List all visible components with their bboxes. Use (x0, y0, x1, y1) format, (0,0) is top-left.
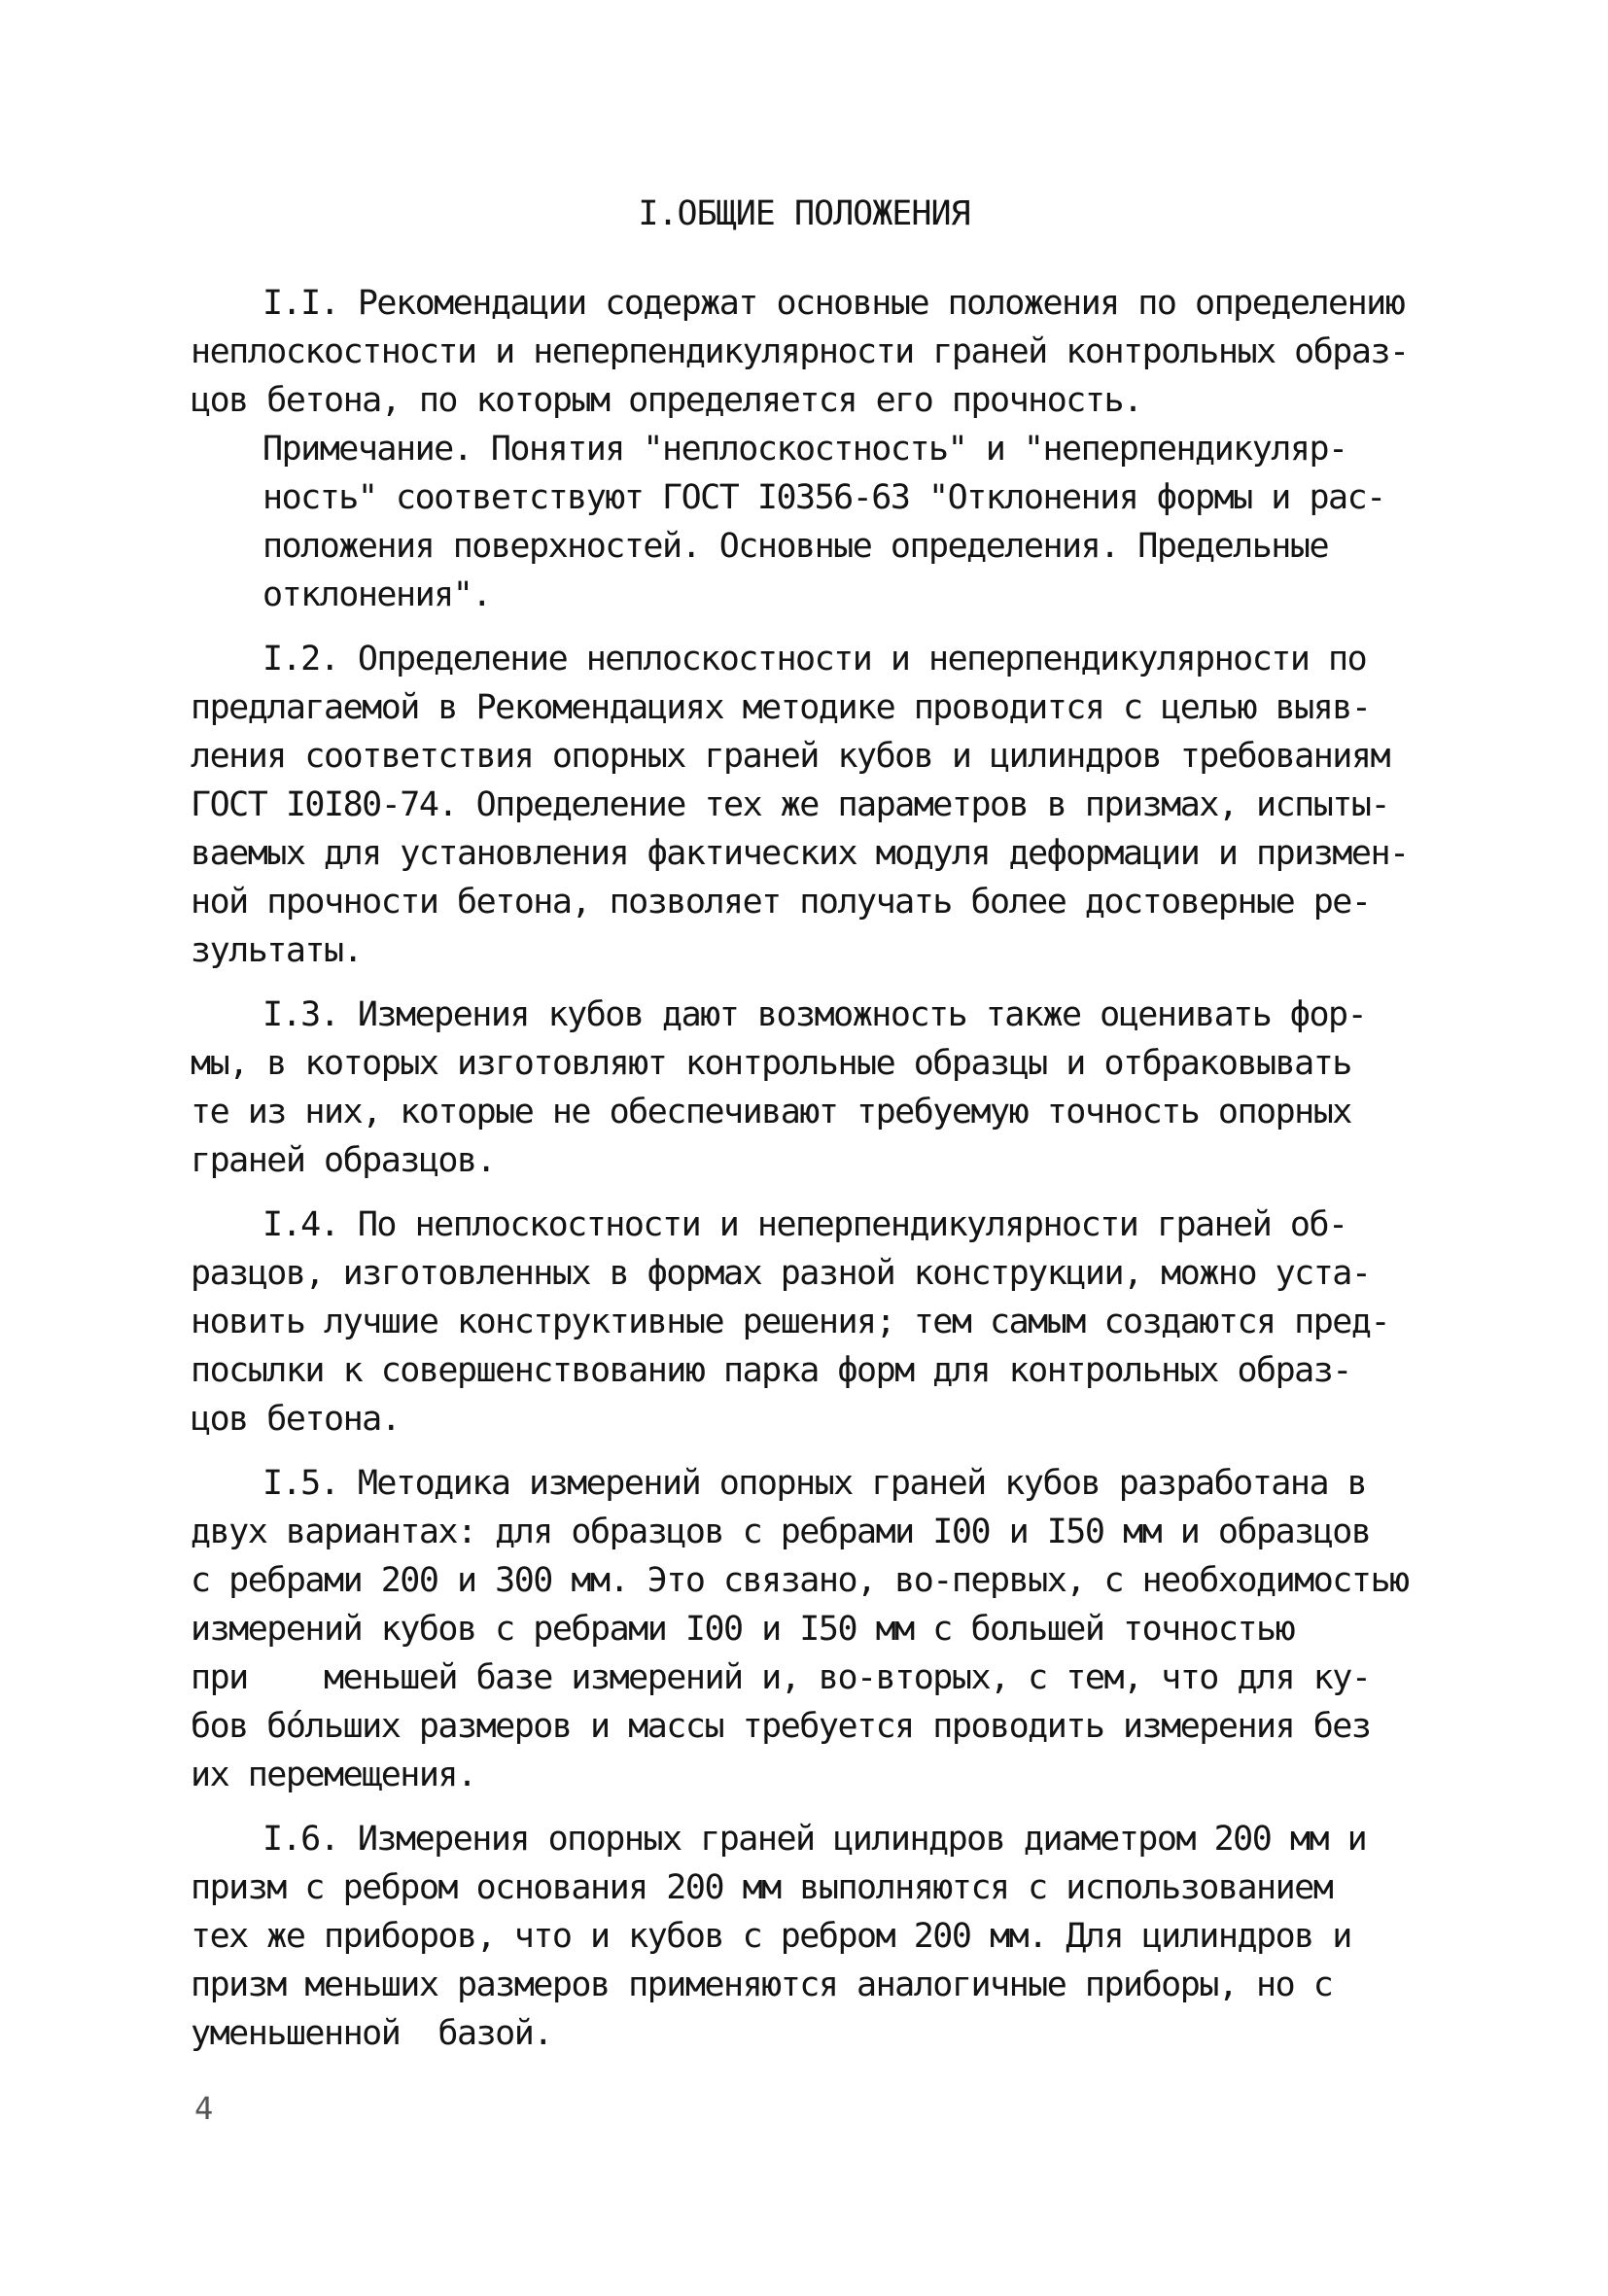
text-line: мы, в которых изготовляют контрольные образцы и отбраковывать (191, 1044, 1351, 1083)
text-line: ления соответствия опорных граней кубов и цилиндров требованиям (191, 737, 1390, 776)
text-line: их перемещения. (191, 1756, 476, 1794)
page-number: 4 (194, 2090, 214, 2127)
text-line: новить лучшие конструктивные решения; тем самым создаются пред- (191, 1303, 1390, 1341)
text-line: ГОСТ I0I80-74. Определение тех же параметров в призмах, испыты- (191, 785, 1390, 824)
text-line: цов бетона, по которым определяется его прочность. (191, 381, 1142, 420)
text-line: неплоскостности и неперпендикулярности граней контрольных образ- (191, 332, 1409, 371)
text-line: бов бо́льших размеров и массы требуется проводить измерения без (191, 1707, 1371, 1746)
text-line: при меньшей базе измерений и, во-вторых, с тем, что для ку- (191, 1658, 1371, 1697)
text-line: посылки к совершенствованию парка форм для контрольных образ- (191, 1351, 1351, 1390)
text-line: призм меньших размеров применяются аналогичные приборы, но с (191, 1966, 1333, 2004)
text-line: I.2. Определение неплоскостности и неперпендикулярности по (262, 640, 1367, 678)
text-line: двух вариантах: для образцов с ребрами I00 и I50 мм и образцов (191, 1513, 1371, 1551)
text-line: зультаты. (191, 931, 363, 970)
text-line: I.6. Измерения опорных граней цилиндров диаметром 200 мм и (262, 1820, 1367, 1859)
text-line: уменьшенной базой. (191, 2014, 552, 2053)
text-line: I.5. Методика измерений опорных граней кубов разработана в (262, 1464, 1367, 1503)
text-line: предлагаемой в Рекомендациях методике проводится с целью выяв- (191, 688, 1371, 727)
text-line: I.3. Измерения кубов дают возможность также оценивать фор- (262, 995, 1367, 1034)
note-line: отклонения". (262, 575, 491, 614)
text-line: тех же приборов, что и кубов с ребром 200 мм. Для цилиндров и (191, 1917, 1351, 1956)
note-line: ность" соответствуют ГОСТ I0356-63 "Отклонения формы и рас- (262, 478, 1385, 517)
text-line: те из них, которые не обеспечивают требуемую точность опорных (191, 1093, 1351, 1131)
text-line: I.4. По неплоскостности и неперпендикулярности граней об- (262, 1205, 1347, 1244)
section-heading: I.ОБЩИЕ ПОЛОЖЕНИЯ (638, 194, 970, 233)
text-line: измерений кубов с ребрами I00 и I50 мм с большей точностью (191, 1610, 1295, 1649)
text-line: разцов, изготовленных в формах разной конструкции, можно уста- (191, 1254, 1371, 1293)
text-line: ной прочности бетона, позволяет получать более достоверные ре- (191, 883, 1371, 922)
note-line: Примечание. Понятия "неплоскостность" и "неперпендикуляр- (262, 430, 1347, 469)
text-line: I.I. Рекомендации содержат основные положения по определению (262, 284, 1405, 323)
text-line: граней образцов. (191, 1141, 496, 1180)
text-line: ваемых для установления фактических модуля деформации и призмен- (191, 834, 1409, 873)
text-line: цов бетона. (191, 1400, 401, 1439)
text-line: с ребрами 200 и 300 мм. Это связано, во-первых, с необходимостью (191, 1561, 1409, 1600)
text-line: призм с ребром основания 200 мм выполняются с использованием (191, 1868, 1333, 1907)
note-line: положения поверхностей. Основные определения. Предельные (262, 527, 1329, 566)
